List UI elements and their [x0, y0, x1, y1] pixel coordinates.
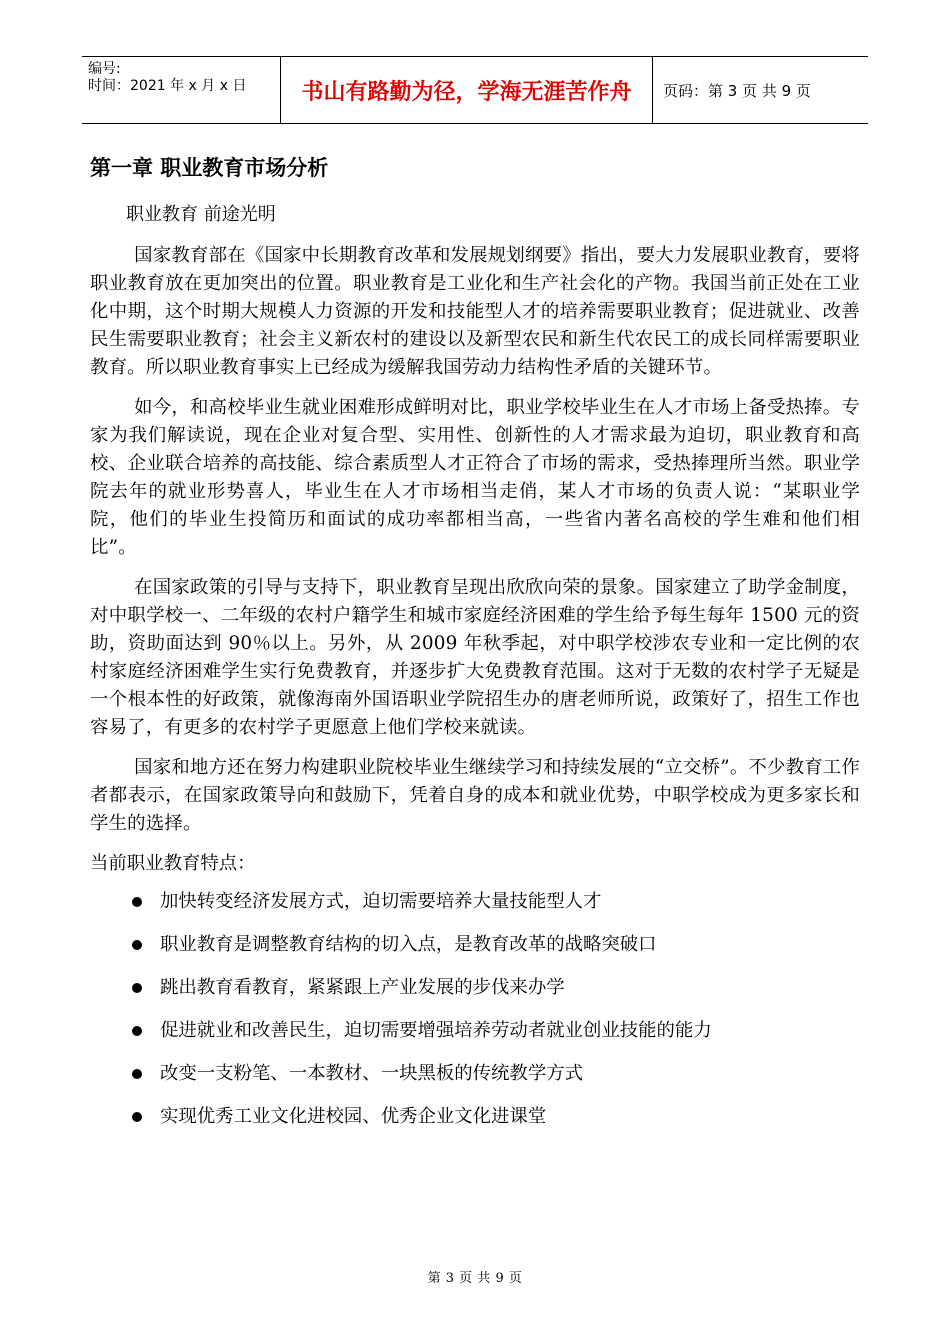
list-item	[132, 931, 860, 959]
page-footer: 第 3 页 共 9 页	[427, 1271, 523, 1286]
paragraph: 国家教育部在《国家中长期教育改革和发展规划纲要》指出，要大力发展职业教育，要将职业教育放在更加突出的位置。职业教育是工业化和生产社会化的产物。我国当前正处在工业化中期，这个时期大规模人力资源的开发和技能型人才的培养需要职业教育；促进就业、改善民生需要职业教育；社会主义新农村的建设以及新型农民和新生代农民工的成长同样需要职业教育。所以职业教育事实上已经成为缓解我国劳动力结构性矛盾的关键环节。	[90, 245, 860, 378]
list-item-text: 促进就业和改善民生，迫切需要增强培养劳动者就业创业技能的能力	[160, 1020, 712, 1041]
paragraph: 在国家政策的引导与支持下，职业教育呈现出欣欣向荣的景象。国家建立了助学金制度，对中职学校一、二年级的农村户籍学生和城市家庭经济困难的学生给予每生每年 1500 元的资助，资助面达到 90％以上。另外，从 2009 年秋季起，对中职学校涉农专业和一定比例的农村家庭经济困难学生实行免费教育，并逐步扩大免费教育范围。这对于无数的农村学子无疑是一个根本性的好政策，就像海南外国语职业学院招生办的唐老师所说，政策好了，招生工作也容易了，有更多的农村学子更愿意上他们学校来就读。	[90, 577, 860, 738]
list-item-text: 加快转变经济发展方式，迫切需要培养大量技能型人才	[160, 891, 602, 912]
page-header	[82, 56, 868, 124]
list-item-text: 实现优秀工业文化进校园、优秀企业文化进课堂	[160, 1106, 547, 1127]
list-item-text: 职业教育是调整教育结构的切入点，是教育改革的战略突破口	[160, 934, 657, 955]
bullet-icon	[132, 1112, 142, 1122]
section-subtitle: 职业教育 前途光明	[126, 204, 276, 225]
list-item-text: 改变一支粉笔、一本教材、一块黑板的传统教学方式	[160, 1063, 583, 1084]
paragraph: 国家和地方还在努力构建职业院校毕业生继续学习和持续发展的“立交桥”。不少教育工作者都表示，在国家政策导向和鼓励下，凭着自身的成本和就业优势，中职学校成为更多家长和学生的选择。	[90, 757, 860, 834]
features-list	[90, 888, 860, 1131]
bullet-icon	[132, 1026, 142, 1036]
features-heading: 当前职业教育特点：	[90, 853, 256, 874]
header-motto: 书山有路勤为径，学海无涯苦作舟	[281, 57, 653, 123]
bullet-icon	[132, 1069, 142, 1079]
list-item	[132, 1060, 860, 1088]
document-number-label: 编号:	[88, 61, 121, 77]
bullet-icon	[132, 897, 142, 907]
bullet-icon	[132, 983, 142, 993]
chapter-title: 第一章 职业教育市场分析	[90, 156, 329, 180]
header-page-info: 页码：第 3 页 共 9 页	[663, 81, 811, 100]
list-item	[132, 1103, 860, 1131]
document-body	[90, 150, 860, 1146]
header-meta	[82, 57, 281, 123]
paragraph: 如今，和高校毕业生就业困难形成鲜明对比，职业学校毕业生在人才市场上备受热捧。专家为我们解读说，现在企业对复合型、实用性、创新性的人才需求最为迫切，职业教育和高校、企业联合培养的高技能、综合素质型人才正符合了市场的需求，受热捧理所当然。职业学院去年的就业形势喜人，毕业生在人才市场相当走俏，某人才市场的负责人说：“某职业学院，他们的毕业生投简历和面试的成功率都相当高，一些省内著名高校的学生难和他们相比”。	[90, 397, 860, 558]
document-time: 时间：2021 年 x 月 x 日	[88, 78, 247, 94]
bullet-icon	[132, 940, 142, 950]
list-item	[132, 974, 860, 1002]
list-item	[132, 1017, 860, 1045]
list-item	[132, 888, 860, 916]
list-item-text: 跳出教育看教育，紧紧跟上产业发展的步伐来办学	[160, 977, 565, 998]
